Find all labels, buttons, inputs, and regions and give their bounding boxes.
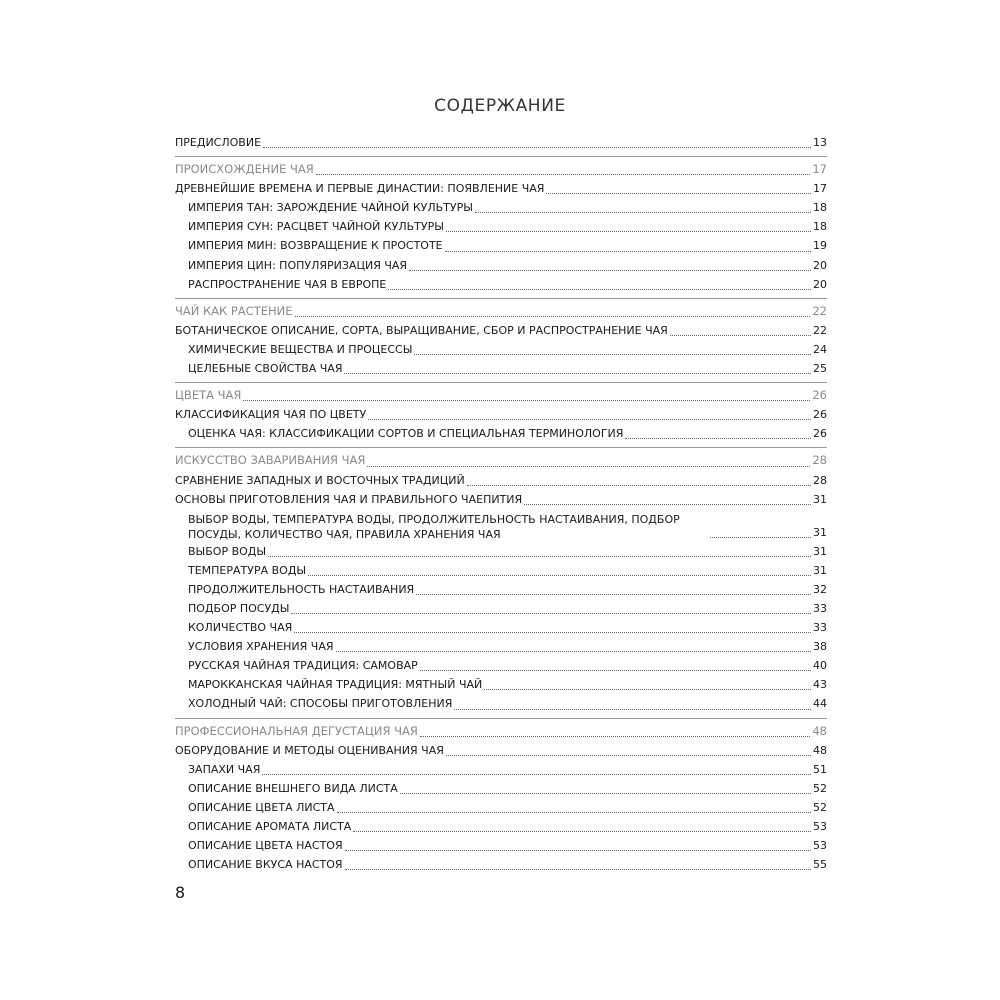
toc-leader-dots (446, 230, 811, 232)
toc-page-number: 31 (813, 492, 827, 506)
toc-page-number: 51 (813, 762, 827, 776)
table-of-contents (175, 133, 827, 874)
toc-entry-label: ИМПЕРИЯ СУН: РАСЦВЕТ ЧАЙНОЙ КУЛЬТУРЫ (188, 220, 444, 234)
toc-page-number: 26 (812, 388, 827, 403)
toc-entry-label: ПРОДОЛЖИТЕЛЬНОСТЬ НАСТАИВАНИЯ (188, 582, 415, 596)
toc-leader-dots (344, 372, 811, 374)
toc-page-number: 28 (812, 453, 827, 468)
toc-entry-label: МАРОККАНСКАЯ ЧАЙНАЯ ТРАДИЦИЯ: МЯТНЫЙ ЧАЙ (188, 678, 483, 692)
toc-page-number: 52 (813, 800, 827, 814)
toc-entry-label: ОБОРУДОВАНИЕ И МЕТОДЫ ОЦЕНИВАНИЯ ЧАЯ (175, 743, 444, 757)
page-title: СОДЕРЖАНИЕ (434, 96, 566, 116)
toc-leader-dots (400, 792, 811, 794)
toc-page-number: 19 (813, 239, 827, 253)
toc-page-number: 44 (813, 697, 827, 711)
toc-leader-dots (446, 754, 811, 756)
toc-entry-label: ИМПЕРИЯ МИН: ВОЗВРАЩЕНИЕ К ПРОСТОТЕ (188, 239, 443, 253)
toc-divider (175, 718, 827, 719)
toc-entry-row[interactable] (175, 618, 827, 637)
toc-entry-row[interactable] (175, 855, 827, 874)
toc-leader-dots (337, 811, 811, 813)
toc-entry-row[interactable] (175, 817, 827, 836)
toc-leader-dots (409, 269, 811, 271)
toc-divider (175, 447, 827, 448)
toc-section-row[interactable] (175, 302, 827, 321)
toc-leader-dots (475, 211, 811, 213)
toc-entry-row[interactable] (175, 798, 827, 817)
toc-entry-row[interactable] (175, 236, 827, 255)
toc-entry-row[interactable] (175, 340, 827, 359)
toc-divider (175, 298, 827, 299)
toc-entry-label: КОЛИЧЕСТВО ЧАЯ (188, 621, 293, 635)
toc-page-number: 13 (813, 136, 827, 149)
toc-leader-dots (291, 612, 811, 614)
toc-entry-label: РАСПРОСТРАНЕНИЕ ЧАЯ В ЕВРОПЕ (188, 277, 387, 291)
toc-page-number: 22 (813, 323, 827, 337)
toc-leader-dots (263, 146, 811, 148)
toc-leader-dots (414, 353, 811, 355)
toc-leader-dots (546, 192, 811, 194)
toc-entry-row[interactable] (175, 256, 827, 275)
toc-entry-row[interactable] (175, 580, 827, 599)
toc-entry-row[interactable] (175, 599, 827, 618)
toc-leader-dots (710, 536, 811, 538)
toc-leader-dots (308, 574, 811, 576)
toc-leader-dots (243, 399, 810, 401)
toc-leader-dots (454, 708, 811, 710)
toc-page-number: 32 (813, 582, 827, 596)
toc-page-number: 31 (813, 563, 827, 577)
toc-leader-dots (420, 735, 811, 737)
toc-leader-dots (625, 437, 811, 439)
toc-entry-label: ХОЛОДНЫЙ ЧАЙ: СПОСОБЫ ПРИГОТОВЛЕНИЯ (188, 697, 453, 711)
toc-entry-label: ОЦЕНКА ЧАЯ: КЛАССИФИКАЦИИ СОРТОВ И СПЕЦИАЛЬНАЯ ТЕРМИНОЛОГИЯ (188, 427, 624, 441)
toc-entry-row[interactable] (175, 275, 827, 294)
toc-page-number: 55 (813, 858, 827, 872)
toc-page-number: 40 (813, 659, 827, 673)
toc-entry-label: ИМПЕРИЯ ЦИН: ПОПУЛЯРИЗАЦИЯ ЧАЯ (188, 258, 408, 272)
toc-entry-label: УСЛОВИЯ ХРАНЕНИЯ ЧАЯ (188, 640, 334, 654)
toc-entry-row[interactable] (175, 509, 827, 542)
toc-entry-row[interactable] (175, 490, 827, 509)
toc-leader-dots (345, 868, 811, 870)
toc-divider (175, 382, 827, 383)
toc-entry-row[interactable] (175, 656, 827, 675)
toc-entry-label: ОПИСАНИЕ ЦВЕТА ЛИСТА (188, 800, 335, 814)
toc-entry-row[interactable] (175, 424, 827, 443)
toc-entry-label: ОПИСАНИЕ АРОМАТА ЛИСТА (188, 820, 352, 833)
toc-entry-row[interactable] (175, 779, 827, 798)
toc-leader-dots (336, 650, 812, 652)
toc-leader-dots (388, 288, 811, 290)
toc-entry-row[interactable] (175, 760, 827, 779)
toc-entry-label: СРАВНЕНИЕ ЗАПАДНЫХ И ВОСТОЧНЫХ ТРАДИЦИЙ (175, 473, 465, 487)
toc-leader-dots (367, 465, 810, 467)
toc-entry-row[interactable] (175, 836, 827, 855)
toc-entry-label: ПРОФЕССИОНАЛЬНАЯ ДЕГУСТАЦИЯ ЧАЯ (175, 723, 418, 738)
toc-page-number: 26 (813, 427, 827, 441)
toc-leader-dots (353, 830, 811, 832)
toc-page-number: 24 (813, 342, 827, 356)
toc-entry-row[interactable] (175, 637, 827, 656)
toc-section-row[interactable] (175, 722, 827, 741)
toc-entry-label: ВЫБОР ВОДЫ, ТЕМПЕРАТУРА ВОДЫ, ПРОДОЛЖИТЕЛЬНОСТЬ НАСТАИВАНИЯ, ПОДБОР ПОСУДЫ, КОЛИЧЕСТВО ЧАЯ, ПРАВИЛА ХРАНЕНИЯ ЧАЯ (188, 512, 680, 541)
toc-page-number: 26 (813, 408, 827, 422)
toc-section-row[interactable] (175, 160, 827, 179)
toc-entry-label: ЦВЕТА ЧАЯ (175, 388, 242, 403)
toc-page-number: 22 (812, 303, 827, 318)
toc-page-number: 48 (813, 743, 827, 757)
toc-leader-dots (416, 593, 811, 595)
toc-entry-label: ПРЕДИСЛОВИЕ (175, 136, 262, 149)
toc-section-row[interactable] (175, 386, 827, 405)
toc-entry-label: ИСКУССТВО ЗАВАРИВАНИЯ ЧАЯ (175, 453, 366, 468)
toc-entry-label: БОТАНИЧЕСКОЕ ОПИСАНИЕ, СОРТА, ВЫРАЩИВАНИЕ, СБОР И РАСПРОСТРАНЕНИЕ ЧАЯ (175, 323, 668, 337)
toc-page-number: 31 (813, 525, 827, 539)
toc-page-number: 53 (813, 839, 827, 853)
toc-leader-dots (316, 173, 811, 175)
toc-entry-label: ЧАЙ КАК РАСТЕНИЕ (175, 303, 293, 318)
toc-page-number: 38 (813, 640, 827, 654)
toc-entry-row[interactable] (175, 321, 827, 340)
toc-page-number: 31 (813, 544, 827, 558)
toc-entry-label: ОПИСАНИЕ ЦВЕТА НАСТОЯ (188, 839, 343, 853)
toc-entry-label: ОПИСАНИЕ ВНЕШНЕГО ВИДА ЛИСТА (188, 781, 398, 795)
toc-page-number: 43 (813, 678, 827, 692)
toc-leader-dots (368, 418, 811, 420)
page-number: 8 (175, 883, 186, 902)
toc-page-number: 53 (813, 820, 827, 833)
toc-leader-dots (524, 503, 811, 505)
toc-page-number: 18 (813, 220, 827, 234)
toc-page-number: 17 (813, 182, 827, 196)
toc-page-number: 20 (813, 277, 827, 291)
toc-leader-dots (295, 315, 811, 317)
toc-leader-dots (467, 484, 811, 486)
toc-entry-label: ОСНОВЫ ПРИГОТОВЛЕНИЯ ЧАЯ И ПРАВИЛЬНОГО ЧАЕПИТИЯ (175, 492, 523, 506)
toc-leader-dots (345, 849, 811, 851)
toc-entry-label: ТЕМПЕРАТУРА ВОДЫ (188, 563, 307, 577)
toc-divider (175, 156, 827, 157)
toc-entry-row[interactable] (175, 405, 827, 424)
toc-entry-row[interactable] (175, 198, 827, 217)
toc-leader-dots (670, 334, 811, 336)
toc-page-number: 28 (813, 473, 827, 487)
toc-entry-row[interactable] (175, 694, 827, 713)
toc-entry-label: ДРЕВНЕЙШИЕ ВРЕМЕНА И ПЕРВЫЕ ДИНАСТИИ: ПОЯВЛЕНИЕ ЧАЯ (175, 182, 545, 196)
toc-leader-dots (420, 669, 811, 671)
toc-entry-label: ИМПЕРИЯ ТАН: ЗАРОЖДЕНИЕ ЧАЙНОЙ КУЛЬТУРЫ (188, 201, 473, 215)
toc-leader-dots (268, 555, 811, 557)
toc-entry-label: ЗАПАХИ ЧАЯ (188, 762, 261, 776)
toc-entry-label: КЛАССИФИКАЦИЯ ЧАЯ ПО ЦВЕТУ (175, 408, 367, 422)
toc-entry-row[interactable] (175, 561, 827, 580)
toc-leader-dots (262, 773, 811, 775)
toc-entry-row[interactable] (175, 359, 827, 378)
toc-page-number: 48 (812, 723, 827, 738)
toc-entry-label: ПРОИСХОЖДЕНИЕ ЧАЯ (175, 162, 314, 177)
toc-page-number: 25 (813, 362, 827, 376)
toc-entry-label: ЦЕЛЕБНЫЕ СВОЙСТВА ЧАЯ (188, 362, 343, 376)
toc-entry-label: ОПИСАНИЕ ВКУСА НАСТОЯ (188, 858, 343, 872)
toc-entry-row[interactable] (175, 675, 827, 694)
toc-page-number: 33 (813, 621, 827, 635)
toc-entry-row[interactable] (175, 133, 827, 152)
toc-entry-label: РУССКАЯ ЧАЙНАЯ ТРАДИЦИЯ: САМОВАР (188, 659, 418, 673)
toc-entry-row[interactable] (175, 471, 827, 490)
toc-leader-dots (445, 250, 811, 252)
toc-leader-dots (484, 688, 811, 690)
toc-entry-label: ВЫБОР ВОДЫ (188, 544, 267, 558)
toc-leader-dots (294, 631, 811, 633)
toc-section-row[interactable] (175, 451, 827, 470)
toc-entry-row[interactable] (175, 741, 827, 760)
toc-page-number: 20 (813, 258, 827, 272)
toc-entry-row[interactable] (175, 217, 827, 236)
toc-page-number: 33 (813, 601, 827, 615)
toc-page-number: 18 (813, 201, 827, 215)
toc-entry-row[interactable] (175, 179, 827, 198)
toc-entry-label: ПОДБОР ПОСУДЫ (188, 601, 290, 615)
toc-entry-row[interactable] (175, 542, 827, 561)
toc-page-number: 52 (813, 781, 827, 795)
toc-page-number: 17 (812, 162, 827, 177)
toc-entry-label: ХИМИЧЕСКИЕ ВЕЩЕСТВА И ПРОЦЕССЫ (188, 342, 413, 356)
